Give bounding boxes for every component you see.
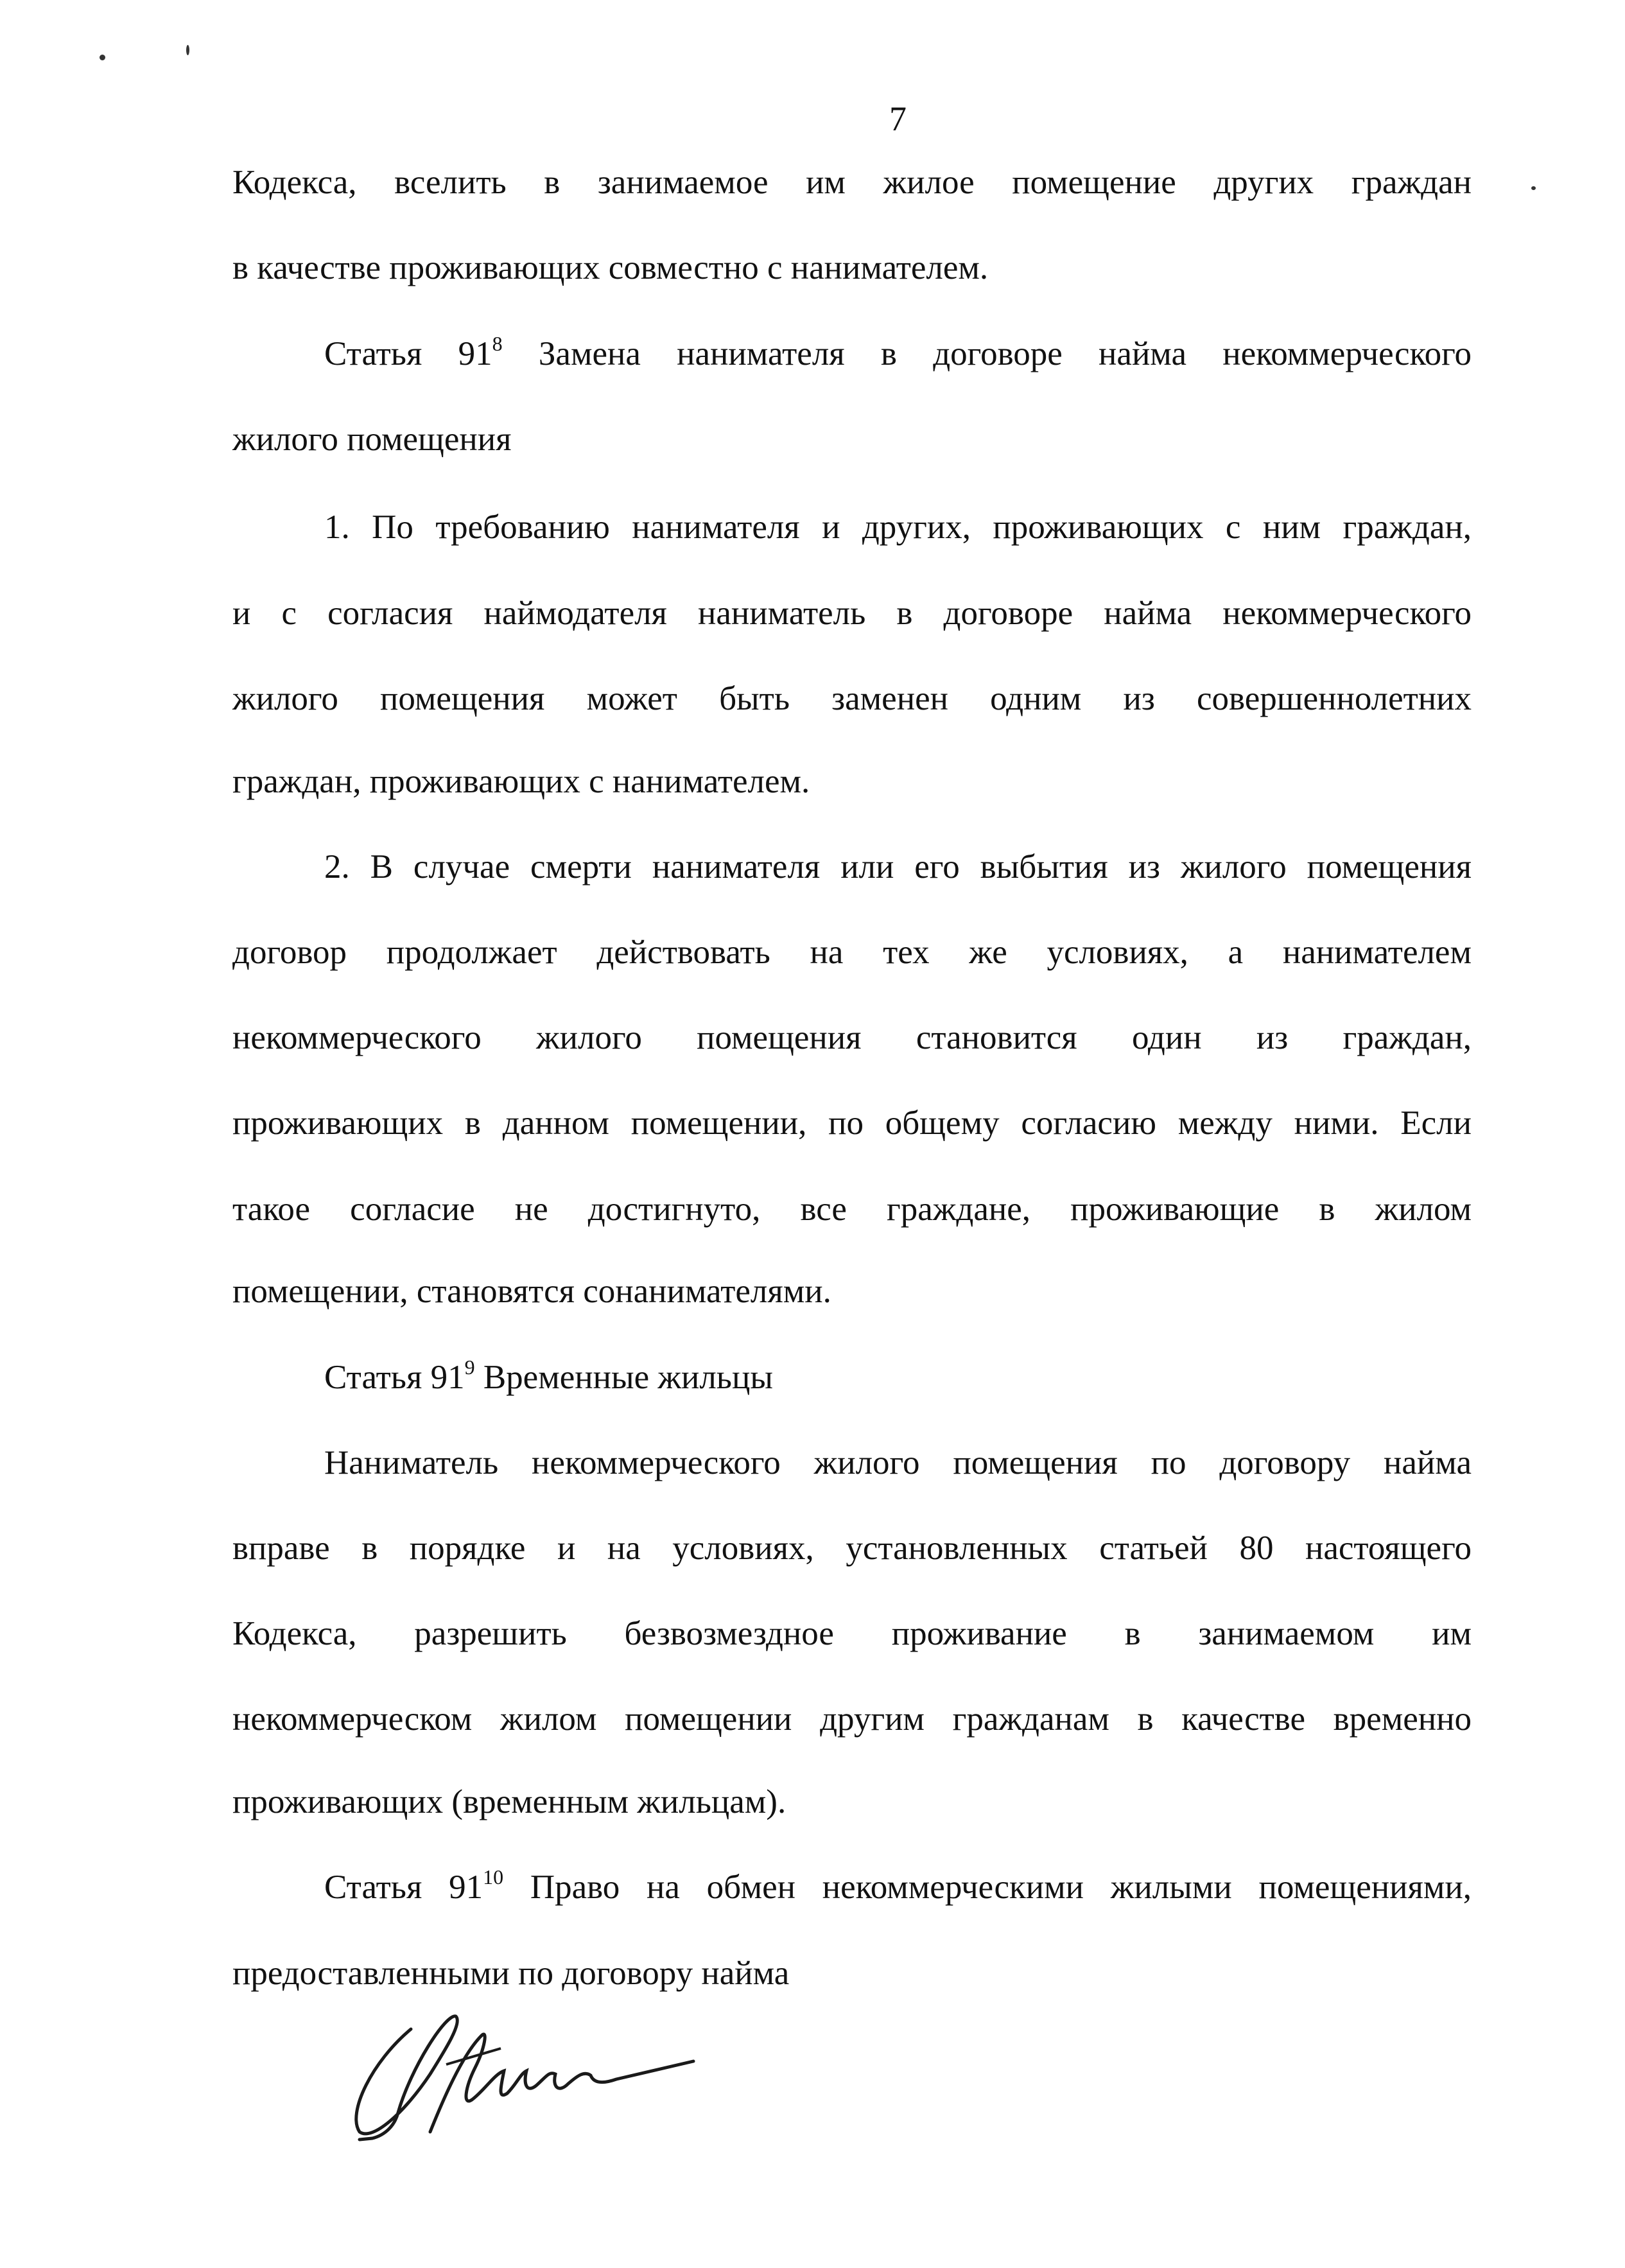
article-label: Статья 91 [324, 1359, 465, 1396]
text-line: 1. По требованию нанимателя и других, проживающих с ним граждан, [324, 509, 1472, 546]
page-number: 7 [889, 100, 907, 138]
text-line: жилого помещения [232, 421, 512, 458]
signature [334, 2003, 719, 2151]
text-line [324, 331, 1472, 376]
article-superscript: 8 [492, 332, 503, 355]
article-label: Статья 91 [324, 1869, 483, 1906]
text-line: вправе в порядке и на условиях, установленных статьей 80 настоящего [232, 1530, 1472, 1567]
scan-speck [186, 45, 189, 55]
article-title: Право на обмен некоммерческими жилыми помещениями, [503, 1869, 1472, 1906]
text-line: помещении, становятся сонанимателями. [232, 1273, 831, 1310]
text-line: Кодекса, разрешить безвозмездное проживание в занимаемом им [232, 1615, 1472, 1652]
text-line: такое согласие не достигнуто, все граждане, проживающие в жилом [232, 1191, 1472, 1228]
text-line: договор продолжает действовать на тех же условиях, а нанимателем [232, 934, 1472, 971]
text-line: Наниматель некоммерческого жилого помещения по договору найма [324, 1444, 1472, 1481]
article-superscript: 10 [483, 1865, 504, 1889]
scan-speck [1531, 186, 1536, 190]
article-superscript: 9 [464, 1356, 475, 1379]
scan-speck [100, 55, 105, 60]
text-line: предоставленными по договору найма [232, 1955, 790, 1992]
text-line: 2. В случае смерти нанимателя или его выбытия из жилого помещения [324, 848, 1472, 885]
text-line [324, 1865, 1472, 1910]
text-line: проживающих в данном помещении, по общему согласию между ними. Если [232, 1104, 1472, 1142]
text-line [324, 1355, 1472, 1400]
text-line: некоммерческом жилом помещении другим гражданам в качестве временно [232, 1700, 1472, 1738]
text-line: жилого помещения может быть заменен одним из совершеннолетних [232, 680, 1472, 717]
text-line: в качестве проживающих совместно с нанимателем. [232, 249, 989, 286]
text-line: некоммерческого жилого помещения становится один из граждан, [232, 1019, 1472, 1056]
text-line: и с согласия наймодателя наниматель в договоре найма некоммерческого [232, 595, 1472, 632]
article-label: Статья 91 [324, 335, 492, 372]
text-line: Кодекса, вселить в занимаемое им жилое помещение других граждан [232, 164, 1472, 201]
article-title: Временные жильцы [474, 1359, 773, 1396]
text-line: проживающих (временным жильцам). [232, 1783, 786, 1820]
text-line: граждан, проживающих с нанимателем. [232, 763, 810, 800]
article-title: Замена нанимателя в договоре найма некоммерческого [502, 335, 1472, 372]
